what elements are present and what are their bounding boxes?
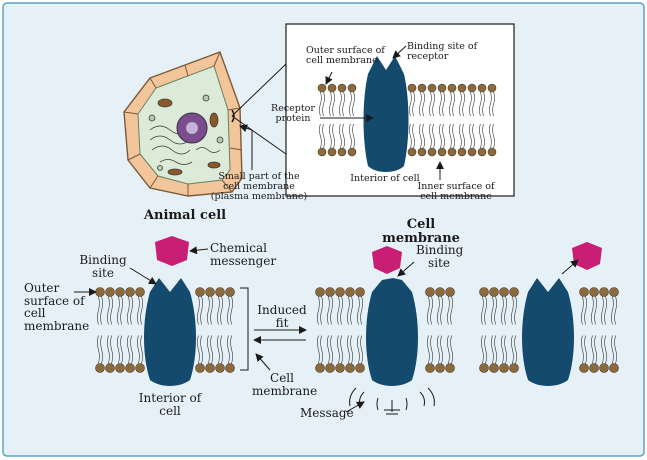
lipid-head — [316, 288, 325, 297]
lipid-head — [418, 84, 426, 92]
lipid-head — [106, 364, 115, 373]
lipid-head — [436, 288, 445, 297]
lipid-head — [480, 288, 489, 297]
lipid-head — [426, 288, 435, 297]
lipid-head — [216, 288, 225, 297]
interior-label: Interior of cell — [138, 391, 202, 418]
lipid-head — [96, 364, 105, 373]
lipid-head — [610, 288, 619, 297]
lipid-head — [348, 148, 356, 156]
outer-surface-label: Outer surface of cell membrane — [24, 281, 90, 333]
lipid-head — [206, 288, 215, 297]
lipid-head — [500, 364, 509, 373]
lipid-head — [458, 84, 466, 92]
animal-cell-title: Animal cell — [143, 208, 227, 223]
lipid-head — [356, 288, 365, 297]
lipid-head — [336, 288, 345, 297]
lipid-head — [226, 364, 235, 373]
lipid-head — [136, 364, 145, 373]
lipid-head — [436, 364, 445, 373]
lipid-head — [478, 84, 486, 92]
lipid-head — [408, 148, 416, 156]
lipid-head — [428, 84, 436, 92]
induced-fit-label: Induced fit — [257, 303, 307, 330]
lipid-head — [600, 288, 609, 297]
lipid-head — [446, 288, 455, 297]
lipid-head — [316, 364, 325, 373]
cell-membrane-label: Cell membrane — [252, 371, 318, 398]
lipid-head — [446, 364, 455, 373]
lipid-head — [500, 288, 509, 297]
inset-receptor-protein-label: Receptor protein — [271, 103, 315, 124]
lipid-head — [468, 84, 476, 92]
small-part-label: Small part of the cell membrane (plasma membrane) — [210, 171, 308, 202]
inset-interior-label: Interior of cell — [350, 173, 420, 184]
lipid-head — [590, 288, 599, 297]
lipid-head — [216, 364, 225, 373]
lipid-head — [206, 364, 215, 373]
lipid-head — [116, 364, 125, 373]
inset-outer-surface-label: Outer surface of cell membrane — [306, 45, 385, 66]
lipid-head — [356, 364, 365, 373]
lipid-head — [510, 364, 519, 373]
nucleolus — [186, 122, 198, 134]
lipid-head — [580, 364, 589, 373]
lipid-head — [438, 148, 446, 156]
receptor-protein-1 — [144, 278, 196, 386]
lipid-head — [318, 148, 326, 156]
lipid-head — [126, 288, 135, 297]
lipid-head — [196, 288, 205, 297]
lipid-head — [106, 288, 115, 297]
lipid-head — [328, 84, 336, 92]
lipid-head — [490, 288, 499, 297]
lipid-head — [438, 84, 446, 92]
lipid-head — [338, 148, 346, 156]
lipid-head — [600, 364, 609, 373]
lipid-head — [196, 364, 205, 373]
lipid-head — [458, 148, 466, 156]
lipid-head — [328, 148, 336, 156]
lipid-head — [488, 84, 496, 92]
lipid-head — [348, 84, 356, 92]
message-label: Message — [300, 406, 354, 420]
chemical-messenger-label: Chemical messenger — [210, 241, 277, 268]
lipid-head — [126, 364, 135, 373]
lipid-head — [346, 364, 355, 373]
lipid-head — [116, 288, 125, 297]
lipid-head — [610, 364, 619, 373]
lipid-head — [338, 84, 346, 92]
binding-site-label: Binding site — [79, 253, 127, 280]
lipid-head — [346, 288, 355, 297]
lipid-head — [448, 84, 456, 92]
lipid-head — [226, 288, 235, 297]
lipid-head — [590, 364, 599, 373]
inset-receptor-protein — [364, 56, 409, 172]
lipid-head — [468, 148, 476, 156]
lipid-head — [428, 148, 436, 156]
lipid-head — [326, 364, 335, 373]
lipid-head — [580, 288, 589, 297]
lipid-head — [96, 288, 105, 297]
lipid-head — [408, 84, 416, 92]
lipid-head — [480, 364, 489, 373]
inset-inner-surface-label: Inner surface of cell membrane — [417, 181, 495, 202]
lipid-head — [448, 148, 456, 156]
cell-membrane-title: Cell membrane — [382, 217, 460, 246]
lipid-head — [336, 364, 345, 373]
lipid-head — [478, 148, 486, 156]
lipid-head — [426, 364, 435, 373]
inset-binding-site-label: Binding site of receptor — [407, 41, 478, 62]
lipid-head — [510, 288, 519, 297]
lipid-head — [490, 364, 499, 373]
lipid-head — [326, 288, 335, 297]
binding-site-label-2: Binding site — [416, 243, 464, 270]
receptor-protein-3 — [522, 278, 574, 386]
receptor-protein-2 — [366, 278, 418, 386]
lipid-head — [418, 148, 426, 156]
lipid-head — [136, 288, 145, 297]
lipid-head — [318, 84, 326, 92]
lipid-head — [488, 148, 496, 156]
